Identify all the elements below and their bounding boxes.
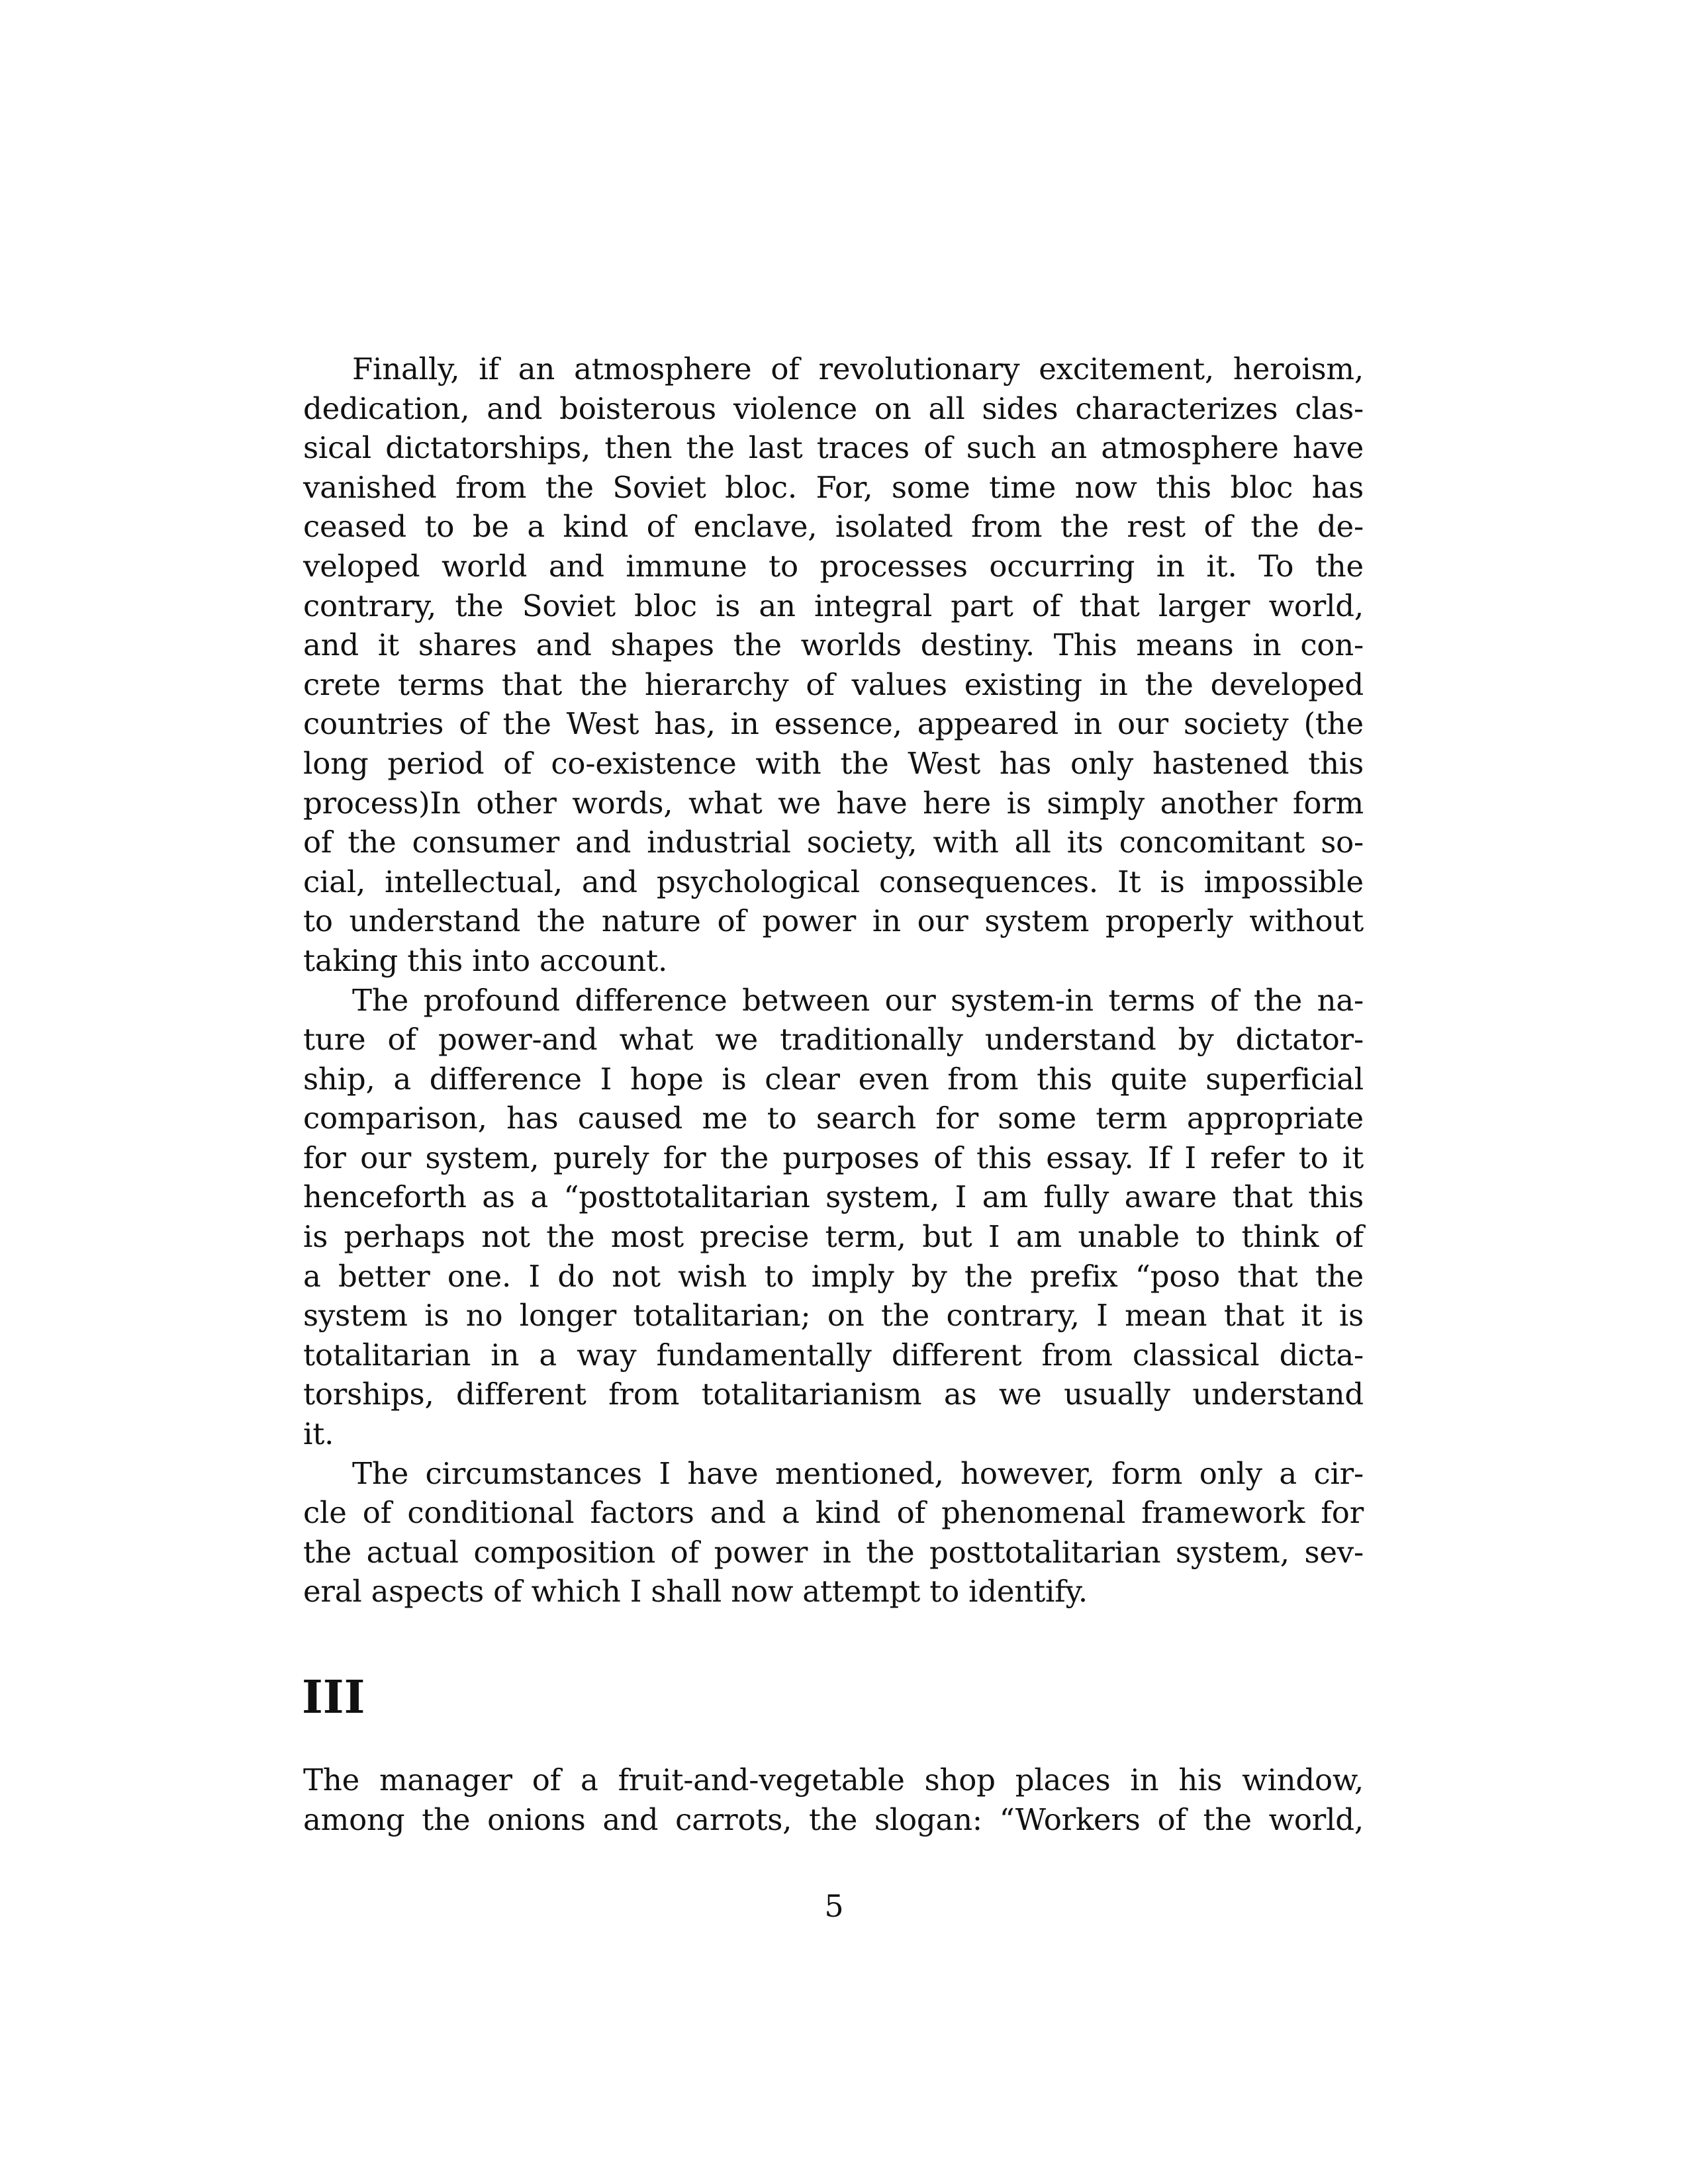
- text-line: eral aspects of which I shall now attempt to identify.: [303, 1574, 1088, 1610]
- page-number: 5: [824, 1888, 844, 1924]
- paragraph-3: [303, 1454, 1364, 1612]
- text-line: cial, intellectual, and psychological consequences. It is impossible: [303, 864, 1364, 899]
- text-line: is perhaps not the most precise term, but I am unable to think of: [303, 1219, 1364, 1255]
- text-line: countries of the West has, in essence, appeared in our society (the: [303, 706, 1364, 742]
- text-line: dedication, and boisterous violence on all sides characterizes clas-: [303, 390, 1364, 426]
- text-line: contrary, the Soviet bloc is an integral part of that larger world,: [303, 588, 1364, 623]
- text-line: ship, a difference I hope is clear even from this quite superficial: [303, 1061, 1364, 1097]
- text-line: for our system, purely for the purposes of this essay. If I refer to it: [303, 1140, 1364, 1175]
- text-line: vanished from the Soviet bloc. For, some time now this bloc has: [303, 469, 1364, 505]
- paragraph-1: [303, 349, 1364, 981]
- text-line: The circumstances I have mentioned, however, form only a cir-: [352, 1455, 1364, 1491]
- text-line: of the consumer and industrial society, with all its concomitant so-: [303, 825, 1364, 860]
- text-line: cle of conditional factors and a kind of phenomenal framework for: [303, 1495, 1364, 1531]
- text-line: The profound difference between our system-in terms of the na-: [352, 982, 1364, 1018]
- text-line: henceforth as a “posttotalitarian system, I am fully aware that this: [303, 1179, 1364, 1215]
- paragraph-2: [303, 981, 1364, 1454]
- text-line: veloped world and immune to processes occurring in it. To the: [303, 548, 1364, 584]
- text-line: comparison, has caused me to search for some term appropriate: [303, 1101, 1364, 1136]
- text-line: torships, different from totalitarianism as we usually understand: [303, 1377, 1364, 1412]
- text-line: a better one. I do not wish to imply by the prefix “poso that the: [303, 1258, 1364, 1294]
- text-line: crete terms that the hierarchy of values existing in the developed: [303, 666, 1364, 702]
- text-line: and it shares and shapes the worlds destiny. This means in con-: [303, 627, 1364, 663]
- text-line: to understand the nature of power in our system properly without: [303, 903, 1364, 939]
- text-line: system is no longer totalitarian; on the contrary, I mean that it is: [303, 1298, 1364, 1334]
- text-line: the actual composition of power in the posttotalitarian system, sev-: [303, 1534, 1364, 1570]
- text-line: ceased to be a kind of enclave, isolated from the rest of the de-: [303, 509, 1364, 545]
- body-text: [303, 349, 1364, 1612]
- text-line: totalitarian in a way fundamentally different from classical dicta-: [303, 1337, 1364, 1373]
- text-line: sical dictatorships, then the last traces of such an atmosphere have: [303, 430, 1364, 466]
- text-line: long period of co-existence with the West has only hastened this: [303, 745, 1364, 781]
- section-heading: III: [302, 1671, 365, 1724]
- text-line: ture of power-and what we traditionally understand by dictator-: [303, 1022, 1364, 1058]
- text-line: taking this into account.: [303, 942, 668, 978]
- text-line: process)In other words, what we have here is simply another form: [303, 785, 1364, 821]
- text-line: The manager of a fruit-and-vegetable shop places in his window,: [303, 1762, 1364, 1797]
- text-line: it.: [303, 1416, 334, 1452]
- text-line: among the onions and carrots, the slogan: “Workers of the world,: [303, 1801, 1364, 1837]
- text-line: Finally, if an atmosphere of revolutionary excitement, heroism,: [352, 351, 1364, 387]
- section-3-paragraph: [303, 1760, 1364, 1839]
